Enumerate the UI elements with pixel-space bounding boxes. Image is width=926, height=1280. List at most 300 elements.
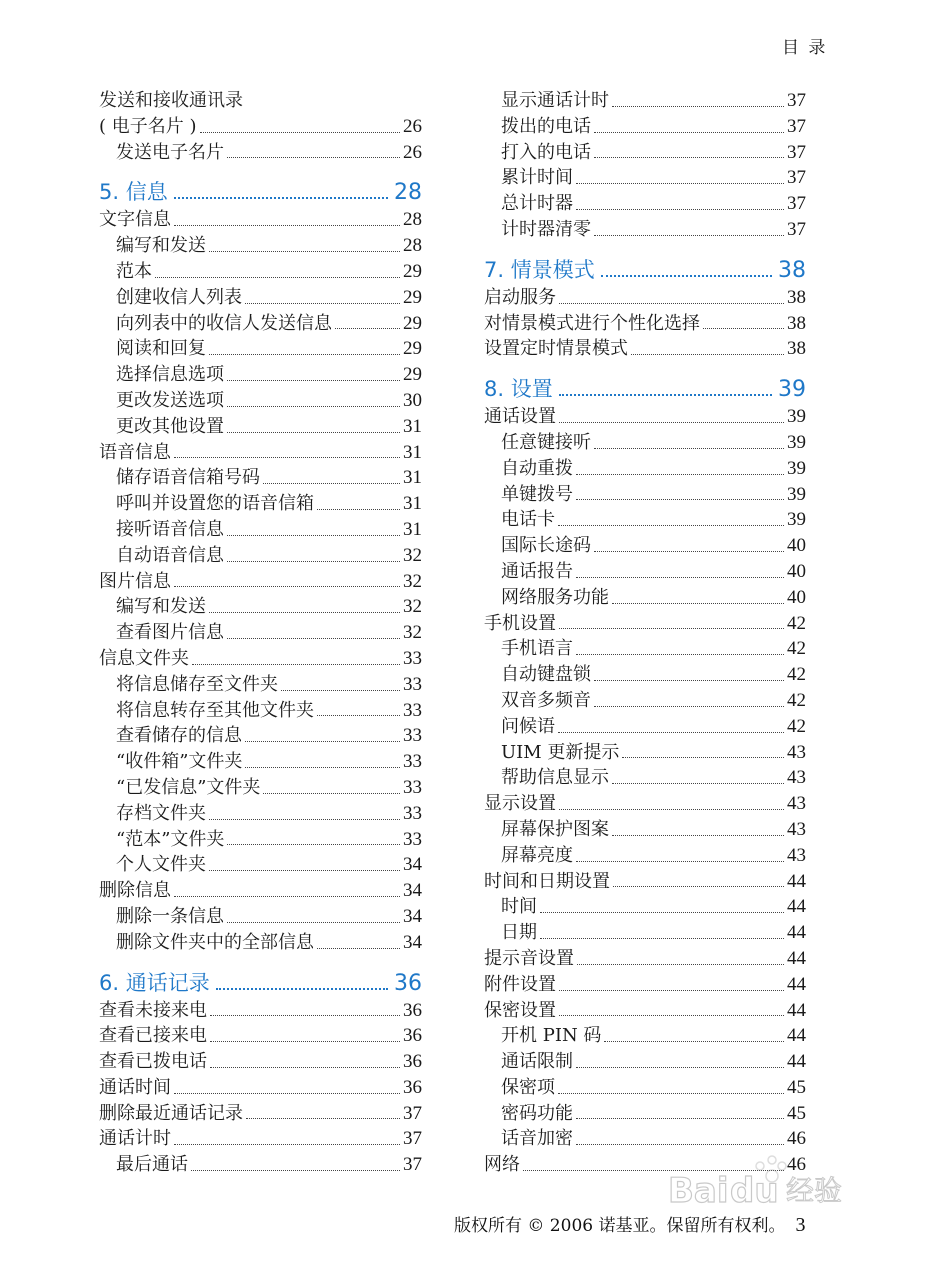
toc-entry-title: 8. 设置 xyxy=(484,377,553,402)
toc-entry[interactable] xyxy=(99,1023,422,1049)
toc-page-number: 44 xyxy=(787,870,806,892)
toc-subentry[interactable] xyxy=(99,852,422,878)
dot-leader xyxy=(192,664,400,665)
toc-subentry[interactable] xyxy=(484,533,806,559)
toc-page-number: 37 xyxy=(403,1102,422,1124)
page-number: 3 xyxy=(795,1214,806,1236)
toc-entry-title: ( 电子名片 ) xyxy=(99,115,197,137)
toc-page-number: 42 xyxy=(787,689,806,711)
toc-entry-title: 发送电子名片 xyxy=(116,141,224,163)
toc-page-number: 38 xyxy=(778,257,806,283)
toc-page-number: 34 xyxy=(403,905,422,927)
toc-subentry[interactable] xyxy=(484,843,806,869)
toc-section-heading[interactable] xyxy=(484,255,806,285)
toc-subentry[interactable] xyxy=(484,1023,806,1049)
toc-page-number: 36 xyxy=(394,970,422,996)
toc-page-number: 46 xyxy=(787,1154,806,1176)
toc-entry[interactable] xyxy=(99,88,422,114)
toc-page-number: 38 xyxy=(787,286,806,308)
toc-subentry[interactable] xyxy=(484,688,806,714)
toc-page-number: 33 xyxy=(403,776,422,798)
baidu-jingyan-watermark xyxy=(664,1152,864,1216)
dot-leader xyxy=(245,741,400,742)
dot-leader xyxy=(209,354,400,355)
dot-leader xyxy=(622,757,784,758)
toc-entry-title: 自动重拨 xyxy=(501,457,573,479)
toc-page-number: 36 xyxy=(403,999,422,1021)
toc-subentry[interactable] xyxy=(484,482,806,508)
dot-leader xyxy=(200,132,401,133)
toc-entry[interactable] xyxy=(99,1101,422,1127)
toc-page-number: 44 xyxy=(787,947,806,969)
dot-leader xyxy=(576,654,784,655)
toc-entry-title: 图片信息 xyxy=(99,570,171,592)
toc-page-number: 29 xyxy=(403,312,422,334)
toc-page-number: 31 xyxy=(403,518,422,540)
toc-entry-title: 屏幕亮度 xyxy=(501,844,573,866)
toc-entry-title: 通话时间 xyxy=(99,1076,171,1098)
toc-page-number: 40 xyxy=(787,560,806,582)
toc-subentry[interactable] xyxy=(99,491,422,517)
toc-entry[interactable] xyxy=(99,998,422,1024)
toc-entry-title: 文字信息 xyxy=(99,209,171,231)
dot-leader xyxy=(594,448,784,449)
dot-leader xyxy=(558,732,784,733)
dot-leader xyxy=(558,1093,784,1094)
toc-entry[interactable] xyxy=(99,1049,422,1075)
dot-leader xyxy=(612,603,784,604)
toc-entry-title: 话音加密 xyxy=(501,1128,573,1150)
toc-column-right xyxy=(484,88,806,1178)
toc-page-number: 44 xyxy=(787,973,806,995)
toc-subentry[interactable] xyxy=(484,1101,806,1127)
dot-leader xyxy=(174,225,400,226)
toc-page-number: 33 xyxy=(403,699,422,721)
dot-leader xyxy=(216,988,388,990)
toc-entry-title: 设置定时情景模式 xyxy=(484,338,628,360)
toc-subentry[interactable] xyxy=(99,336,422,362)
toc-page-number: 32 xyxy=(403,596,422,618)
toc-subentry[interactable] xyxy=(484,662,806,688)
toc-entry-title: 个人文件夹 xyxy=(116,854,206,876)
toc-entry-title: 手机设置 xyxy=(484,612,556,634)
toc-page-number: 38 xyxy=(787,338,806,360)
toc-subentry[interactable] xyxy=(484,507,806,533)
toc-entry-title: 更改发送选项 xyxy=(116,389,224,411)
dot-leader xyxy=(594,680,784,681)
toc-page-number: 42 xyxy=(787,638,806,660)
toc-entry-title: 网络 xyxy=(484,1154,520,1176)
dot-leader xyxy=(576,861,784,862)
toc-entry-title: 5. 信息 xyxy=(99,180,168,205)
dot-leader xyxy=(210,1015,400,1016)
dot-leader xyxy=(317,948,400,949)
dot-leader xyxy=(227,922,400,923)
dot-leader xyxy=(540,938,784,939)
toc-page-number: 28 xyxy=(403,235,422,257)
svg-text:du: du xyxy=(730,1171,779,1211)
toc-entry-title: 启动服务 xyxy=(484,286,556,308)
toc-page-number: 34 xyxy=(403,880,422,902)
toc-page-number: 39 xyxy=(787,431,806,453)
dot-leader xyxy=(612,106,784,107)
toc-page-number: 32 xyxy=(403,570,422,592)
dot-leader xyxy=(263,793,400,794)
toc-page-number: 34 xyxy=(403,854,422,876)
toc-subentry[interactable] xyxy=(484,1075,806,1101)
toc-page-number: 37 xyxy=(787,218,806,240)
toc-entry-title: 查看已拨电话 xyxy=(99,1051,207,1073)
dot-leader xyxy=(210,1067,400,1068)
toc-subentry[interactable] xyxy=(99,543,422,569)
toc-entry-title: 手机语言 xyxy=(501,638,573,660)
toc-page-number: 33 xyxy=(403,751,422,773)
toc-entry-title: 删除信息 xyxy=(99,880,171,902)
toc-subentry[interactable] xyxy=(484,920,806,946)
toc-entry-title: 接听语音信息 xyxy=(116,518,224,540)
dot-leader xyxy=(246,1118,400,1119)
toc-entry-title: 问候语 xyxy=(501,715,555,737)
toc-subentry[interactable] xyxy=(99,465,422,491)
toc-entry-title: 选择信息选项 xyxy=(116,364,224,386)
toc-entry-title: 自动键盘锁 xyxy=(501,664,591,686)
toc-entry-title: 密码功能 xyxy=(501,1102,573,1124)
dot-leader xyxy=(612,783,784,784)
toc-entry-title: 信息文件夹 xyxy=(99,647,189,669)
toc-subentry[interactable] xyxy=(99,311,422,337)
toc-subentry[interactable] xyxy=(99,749,422,775)
toc-page-number: 29 xyxy=(403,260,422,282)
toc-entry-title: 对情景模式进行个性化选择 xyxy=(484,312,700,334)
dot-leader xyxy=(317,715,400,716)
dot-leader xyxy=(209,612,400,613)
toc-entry-title: “收件箱”文件夹 xyxy=(116,751,243,773)
toc-subentry[interactable] xyxy=(99,517,422,543)
toc-entry-title: 显示设置 xyxy=(484,793,556,815)
toc-column-left xyxy=(99,88,422,1178)
dot-leader xyxy=(612,835,784,836)
toc-entry-title: 通话限制 xyxy=(501,1051,573,1073)
toc-entry-title: 6. 通话记录 xyxy=(99,970,210,995)
toc-page-number: 37 xyxy=(787,115,806,137)
toc-page-number: 37 xyxy=(403,1154,422,1176)
toc-entry[interactable] xyxy=(99,114,422,140)
toc-page-number: 29 xyxy=(403,338,422,360)
dot-leader xyxy=(559,303,784,304)
toc-page-number: 40 xyxy=(787,535,806,557)
toc-page-number: 28 xyxy=(394,180,422,206)
toc-page-number: 34 xyxy=(403,931,422,953)
dot-leader xyxy=(209,870,400,871)
toc-entry-title: 日期 xyxy=(501,922,537,944)
toc-page-number: 33 xyxy=(403,828,422,850)
toc-entry-title: 显示通话计时 xyxy=(501,90,609,111)
toc-page-number: 30 xyxy=(403,389,422,411)
dot-leader xyxy=(576,474,784,475)
dot-leader xyxy=(559,394,772,396)
dot-leader xyxy=(604,1041,784,1042)
dot-leader xyxy=(174,896,400,897)
toc-entry[interactable] xyxy=(484,791,806,817)
toc-entry-title: 7. 情景模式 xyxy=(484,257,595,282)
toc-subentry[interactable] xyxy=(484,191,806,217)
toc-entry[interactable] xyxy=(484,285,806,311)
dot-leader xyxy=(594,706,784,707)
toc-subentry[interactable] xyxy=(99,620,422,646)
toc-subentry[interactable] xyxy=(99,904,422,930)
dot-leader xyxy=(227,157,400,158)
toc-entry[interactable] xyxy=(484,972,806,998)
toc-entry[interactable] xyxy=(99,440,422,466)
toc-page-number: 31 xyxy=(403,415,422,437)
toc-subentry[interactable] xyxy=(99,140,422,166)
toc-subentry[interactable] xyxy=(484,88,806,114)
toc-page-number: 33 xyxy=(403,647,422,669)
dot-leader xyxy=(227,844,400,845)
toc-page-number: 39 xyxy=(778,377,806,403)
toc-page-number: 44 xyxy=(787,999,806,1021)
toc-page-number: 33 xyxy=(403,673,422,695)
dot-leader xyxy=(174,1093,400,1094)
toc-subentry[interactable] xyxy=(484,585,806,611)
dot-leader xyxy=(174,586,400,587)
dot-leader xyxy=(601,275,772,277)
toc-entry-title: 时间 xyxy=(501,896,537,918)
toc-subentry[interactable] xyxy=(99,388,422,414)
toc-entry[interactable] xyxy=(99,1075,422,1101)
toc-entry-title: 总计时器 xyxy=(501,193,573,215)
toc-section-heading[interactable] xyxy=(484,374,806,404)
dot-leader xyxy=(576,183,784,184)
toc-entry-title: 范本 xyxy=(116,260,152,282)
toc-page-number: 42 xyxy=(787,612,806,634)
toc-page-number: 45 xyxy=(787,1076,806,1098)
toc-entry[interactable] xyxy=(484,311,806,337)
toc-subentry[interactable] xyxy=(99,285,422,311)
dot-leader xyxy=(594,132,784,133)
toc-entry-title: 删除一条信息 xyxy=(116,905,224,927)
toc-page-number: 36 xyxy=(403,1025,422,1047)
toc-subentry[interactable] xyxy=(484,456,806,482)
dot-leader xyxy=(263,483,400,484)
toc-entry-title: 保密设置 xyxy=(484,999,556,1021)
dot-leader xyxy=(577,964,784,965)
toc-entry-title: UIM 更新提示 xyxy=(501,741,620,763)
toc-page-number: 39 xyxy=(787,509,806,531)
dot-leader xyxy=(227,535,400,536)
toc-entry-title: 提示音设置 xyxy=(484,947,574,969)
dot-leader xyxy=(558,525,784,526)
toc-page-number: 44 xyxy=(787,1025,806,1047)
toc-entry[interactable] xyxy=(484,336,806,362)
toc-entry-title: 帮助信息显示 xyxy=(501,767,609,789)
dot-leader xyxy=(317,509,400,510)
toc-subentry[interactable] xyxy=(99,672,422,698)
toc-page-number: 31 xyxy=(403,493,422,515)
toc-subentry[interactable] xyxy=(484,559,806,585)
dot-leader xyxy=(594,157,784,158)
toc-entry[interactable] xyxy=(484,998,806,1024)
toc-page-number: 43 xyxy=(787,844,806,866)
toc-entry-title: 将信息转存至其他文件夹 xyxy=(116,699,314,721)
toc-page-number: 31 xyxy=(403,441,422,463)
toc-entry-title: 储存语音信箱号码 xyxy=(116,467,260,489)
toc-page-number: 42 xyxy=(787,664,806,686)
dot-leader xyxy=(227,638,400,639)
toc-subentry[interactable] xyxy=(484,140,806,166)
toc-page-number: 39 xyxy=(787,457,806,479)
toc-subentry[interactable] xyxy=(484,114,806,140)
dot-leader xyxy=(594,551,784,552)
toc-subentry[interactable] xyxy=(484,817,806,843)
toc-page-number: 38 xyxy=(787,312,806,334)
toc-page-number: 44 xyxy=(787,896,806,918)
toc-subentry[interactable] xyxy=(484,765,806,791)
toc-page-number: 42 xyxy=(787,715,806,737)
toc-page-number: 43 xyxy=(787,767,806,789)
toc-page-number: 39 xyxy=(787,483,806,505)
toc-section-heading[interactable] xyxy=(99,177,422,207)
dot-leader xyxy=(576,1067,784,1068)
toc-page-number: 26 xyxy=(403,115,422,137)
toc-page-number: 36 xyxy=(403,1051,422,1073)
toc-subentry[interactable] xyxy=(484,714,806,740)
toc-entry-title: 向列表中的收信人发送信息 xyxy=(116,312,332,334)
toc-subentry[interactable] xyxy=(484,430,806,456)
toc-entry[interactable] xyxy=(484,946,806,972)
toc-entry[interactable] xyxy=(99,878,422,904)
toc-entry[interactable] xyxy=(99,1126,422,1152)
toc-page-number: 32 xyxy=(403,544,422,566)
toc-subentry[interactable] xyxy=(484,217,806,243)
toc-entry-title: 国际长途码 xyxy=(501,535,591,557)
toc-entry-title: 附件设置 xyxy=(484,973,556,995)
toc-page-number: 36 xyxy=(403,1076,422,1098)
dot-leader xyxy=(559,628,784,629)
svg-text:Bai: Bai xyxy=(668,1171,729,1211)
toc-entry-title: 任意键接听 xyxy=(501,431,591,453)
dot-leader xyxy=(174,197,388,199)
toc-page-number: 33 xyxy=(403,725,422,747)
dot-leader xyxy=(559,1015,784,1016)
toc-entry-title: 最后通话 xyxy=(116,1154,188,1176)
toc-entry-title: 通话报告 xyxy=(501,560,573,582)
toc-entry[interactable] xyxy=(99,207,422,233)
toc-subentry[interactable] xyxy=(484,740,806,766)
toc-page-number: 43 xyxy=(787,793,806,815)
svg-text:经验: 经验 xyxy=(786,1174,843,1207)
toc-subentry[interactable] xyxy=(99,594,422,620)
toc-entry[interactable] xyxy=(484,611,806,637)
toc-subentry[interactable] xyxy=(99,1152,422,1178)
dot-leader xyxy=(540,912,784,913)
toc-entry-title: 将信息储存至文件夹 xyxy=(116,673,278,695)
toc-entry-title: 累计时间 xyxy=(501,167,573,189)
dot-leader xyxy=(155,277,400,278)
dot-leader xyxy=(174,1144,400,1145)
toc-entry-title: 电话卡 xyxy=(501,509,555,531)
toc-entry-title: 查看未接来电 xyxy=(99,999,207,1021)
dot-leader xyxy=(594,235,784,236)
dot-leader xyxy=(576,577,784,578)
dot-leader xyxy=(703,328,784,329)
toc-subentry[interactable] xyxy=(99,723,422,749)
toc-subentry[interactable] xyxy=(484,1049,806,1075)
toc-subentry[interactable] xyxy=(484,1126,806,1152)
toc-page-number: 31 xyxy=(403,467,422,489)
toc-entry[interactable] xyxy=(484,869,806,895)
toc-page-number: 32 xyxy=(403,622,422,644)
toc-entry-title: 删除文件夹中的全部信息 xyxy=(116,931,314,953)
dot-leader xyxy=(576,1144,784,1145)
toc-entry-title: 查看已接来电 xyxy=(99,1025,207,1047)
dot-leader xyxy=(613,886,784,887)
toc-entry-title: 网络服务功能 xyxy=(501,586,609,608)
toc-entry[interactable] xyxy=(99,646,422,672)
toc-subentry[interactable] xyxy=(99,698,422,724)
toc-section-heading[interactable] xyxy=(99,968,422,998)
toc-entry-title: 自动语音信息 xyxy=(116,544,224,566)
toc-entry-title: 屏幕保护图案 xyxy=(501,818,609,840)
toc-page-number: 44 xyxy=(787,922,806,944)
toc-subentry[interactable] xyxy=(99,827,422,853)
toc-entry-title: 删除最近通话记录 xyxy=(99,1102,243,1124)
toc-page-number: 29 xyxy=(403,286,422,308)
dot-leader xyxy=(245,303,400,304)
toc-subentry[interactable] xyxy=(99,775,422,801)
toc-entry-title: 创建收信人列表 xyxy=(116,286,242,308)
toc-subentry[interactable] xyxy=(484,636,806,662)
toc-subentry[interactable] xyxy=(484,165,806,191)
dot-leader xyxy=(174,457,400,458)
toc-entry-title: 通话设置 xyxy=(484,406,556,428)
toc-subentry[interactable] xyxy=(99,362,422,388)
dot-leader xyxy=(210,1041,400,1042)
toc-subentry[interactable] xyxy=(99,259,422,285)
toc-entry[interactable] xyxy=(484,404,806,430)
toc-entry[interactable] xyxy=(99,569,422,595)
toc-entry-title: 时间和日期设置 xyxy=(484,870,610,892)
dot-leader xyxy=(559,809,784,810)
dot-leader xyxy=(227,380,400,381)
toc-entry-title: 打入的电话 xyxy=(501,141,591,163)
toc-page-number: 37 xyxy=(787,141,806,163)
toc-entry-title: 查看储存的信息 xyxy=(116,725,242,747)
toc-page-number: 37 xyxy=(787,90,806,111)
toc-page-number: 37 xyxy=(403,1128,422,1150)
toc-entry-title: 阅读和回复 xyxy=(116,338,206,360)
toc-entry-title: 发送和接收通讯录 xyxy=(99,90,243,111)
toc-subentry[interactable] xyxy=(484,894,806,920)
toc-page-number: 45 xyxy=(787,1102,806,1124)
toc-page-number: 40 xyxy=(787,586,806,608)
dot-leader xyxy=(576,1118,784,1119)
toc-page-number: 37 xyxy=(787,167,806,189)
dot-leader xyxy=(245,767,400,768)
toc-entry-title: 开机 PIN 码 xyxy=(501,1025,602,1047)
toc-subentry[interactable] xyxy=(99,233,422,259)
toc-page-number: 39 xyxy=(787,406,806,428)
toc-page-number: 37 xyxy=(787,193,806,215)
toc-subentry[interactable] xyxy=(99,801,422,827)
toc-subentry[interactable] xyxy=(99,414,422,440)
toc-subentry[interactable] xyxy=(99,930,422,956)
dot-leader xyxy=(227,561,400,562)
dot-leader xyxy=(559,422,784,423)
toc-page-number: 29 xyxy=(403,364,422,386)
toc-entry-title: 查看图片信息 xyxy=(116,622,224,644)
dot-leader xyxy=(209,819,400,820)
